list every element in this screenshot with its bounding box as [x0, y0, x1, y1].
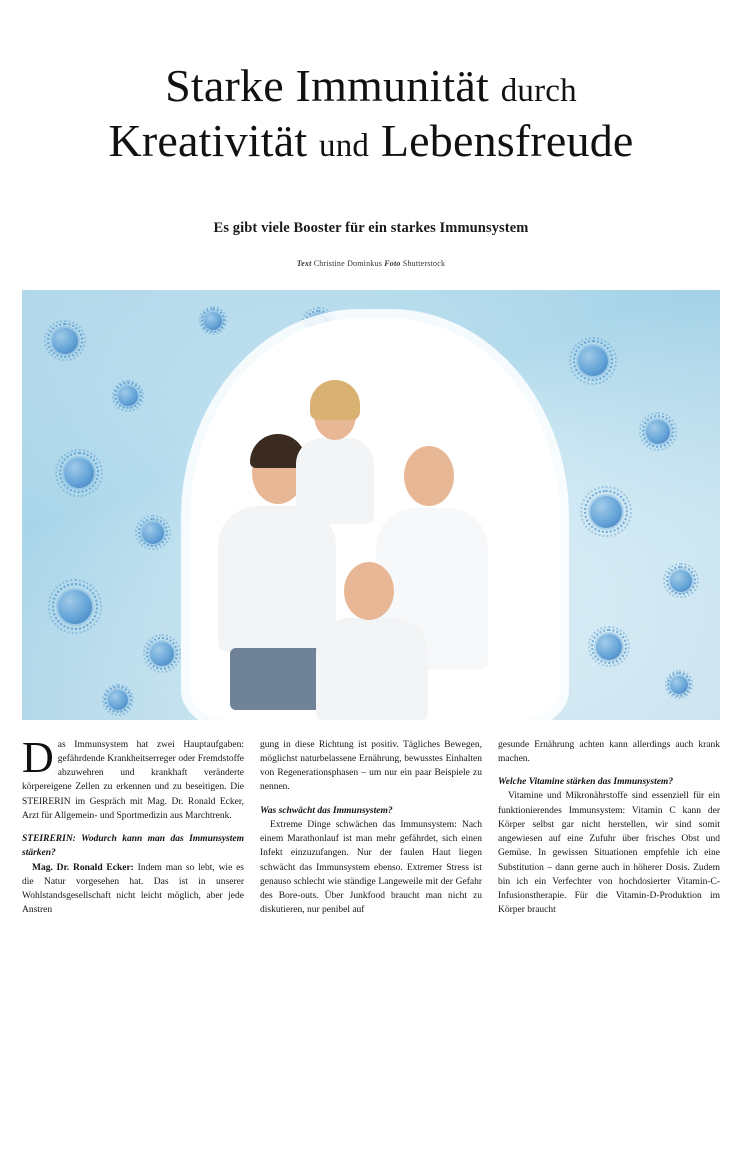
article-body — [22, 732, 720, 918]
byline-photo-source: Shutterstock — [402, 258, 446, 268]
virus-icon — [596, 634, 622, 660]
virus-icon — [590, 496, 622, 528]
body-paragraph: gung in diese Richtung ist positiv. Tägliches Bewegen, möglichst naturbelassene Ernährung, bewusstes Einhalten von Regenerationsphasen – um nur ein paar Beispiele zu nennen. — [260, 739, 482, 793]
interview-question: Welche Vitamine stärken das Immunsystem? — [498, 777, 674, 787]
body-column-3 — [498, 738, 720, 918]
page-title — [22, 62, 720, 166]
interview-question: Was schwächt das Immunsystem? — [260, 805, 393, 816]
headline-part-und: und — [319, 127, 370, 164]
virus-icon — [150, 642, 174, 666]
byline — [22, 259, 720, 268]
byline-photo-label: Foto — [384, 258, 401, 268]
child-a-shirt — [296, 438, 374, 524]
body-column-1 — [22, 732, 245, 918]
headline-line-1 — [22, 62, 720, 111]
body-paragraph — [22, 732, 244, 824]
child-b-head — [344, 562, 394, 620]
article-photo — [22, 290, 720, 720]
father-shirt — [218, 506, 336, 652]
virus-icon — [670, 570, 692, 592]
body-paragraph-text: Indem man so lebt, wie es die Natur vorgesehen hat. Das ist in unserer Wohlstandsgesellschaft nicht leicht möglich, aber jede Anstren — [22, 862, 245, 916]
virus-icon — [118, 386, 138, 406]
article-page — [0, 62, 742, 1165]
headline-part-starke-immunitaet: Starke Immunität — [165, 60, 489, 111]
father-jeans — [230, 648, 326, 710]
body-paragraph: gesunde Ernährung achten kann allerdings auch krank machen. — [498, 739, 720, 764]
interview-question: STEIRERIN: Wodurch kann man das Immunsystem stärken? — [22, 834, 244, 859]
article-subhead: Es gibt viele Booster für ein starkes Immunsystem — [213, 219, 529, 236]
interview-speaker: Mag. Dr. Ronald Ecker: — [32, 862, 134, 873]
family-group — [190, 318, 560, 720]
virus-icon — [670, 676, 688, 694]
byline-author: Christine Dominkus — [313, 258, 383, 268]
body-column-2 — [260, 738, 482, 918]
body-paragraph — [22, 861, 244, 918]
virus-icon — [646, 420, 670, 444]
child-b-shirt — [316, 618, 428, 720]
headline-line-2 — [22, 114, 720, 166]
body-paragraph: Extreme Dinge schwächen das Immunsystem: Nach einem Marathonlauf ist man mehr gefährdet, sich einen Infekt einzuzufangen. Nur der faulen Haut liegen schwächt das Immunsystem ebenso. Extremer Stress ist genauso schlecht wie ständige Langeweile mit der Gefahr des Bore-outs. Über Junkfood braucht man nicht zu diskutieren, nur penibel auf — [260, 819, 482, 916]
virus-icon — [108, 690, 128, 710]
mother-head — [404, 446, 454, 506]
body-paragraph: Vitamine und Mikronährstoffe sind essenziell für ein funktionierendes Immunsystem: Vitamin C kann der Körper selbst gar nicht herstellen, wir sind somit angewiesen auf eine Zufuhr über frisches Obst und Gemüse. In gewissen Situationen empfehle ich eine Substitution – dann gerne auch in höherer Dosis. Zudem bin ich ein Verfechter von hochdosierter Vitamin-C-Infusionstherapie. Für die Vitamin-D-Produktion im Körper braucht — [498, 791, 720, 916]
drop-cap: D — [22, 732, 54, 782]
headline-part-lebensfreude: Lebensfreude — [380, 114, 634, 166]
virus-icon — [58, 590, 92, 624]
headline-part-kreativitaet: Kreativität — [108, 114, 308, 166]
virus-icon — [52, 328, 78, 354]
child-a-hair — [310, 380, 360, 420]
virus-icon — [64, 458, 94, 488]
headline-part-durch: durch — [500, 73, 577, 109]
body-paragraph-text: as Immunsystem hat zwei Hauptaufgaben: gefährdende Krankheitserreger oder Fremdstoffe abzuwehren und krankhaft veränderte körpereigene Zellen zu erkennen und zu beseitigen. Die STEIRERIN im Gespräch mit Mag. Dr. Ronald Ecker, Arzt für Allgemein- und Sportmedizin aus Marchtrenk. — [22, 739, 244, 821]
byline-text-label: Text — [296, 258, 312, 268]
virus-icon — [142, 522, 164, 544]
virus-icon — [578, 346, 608, 376]
